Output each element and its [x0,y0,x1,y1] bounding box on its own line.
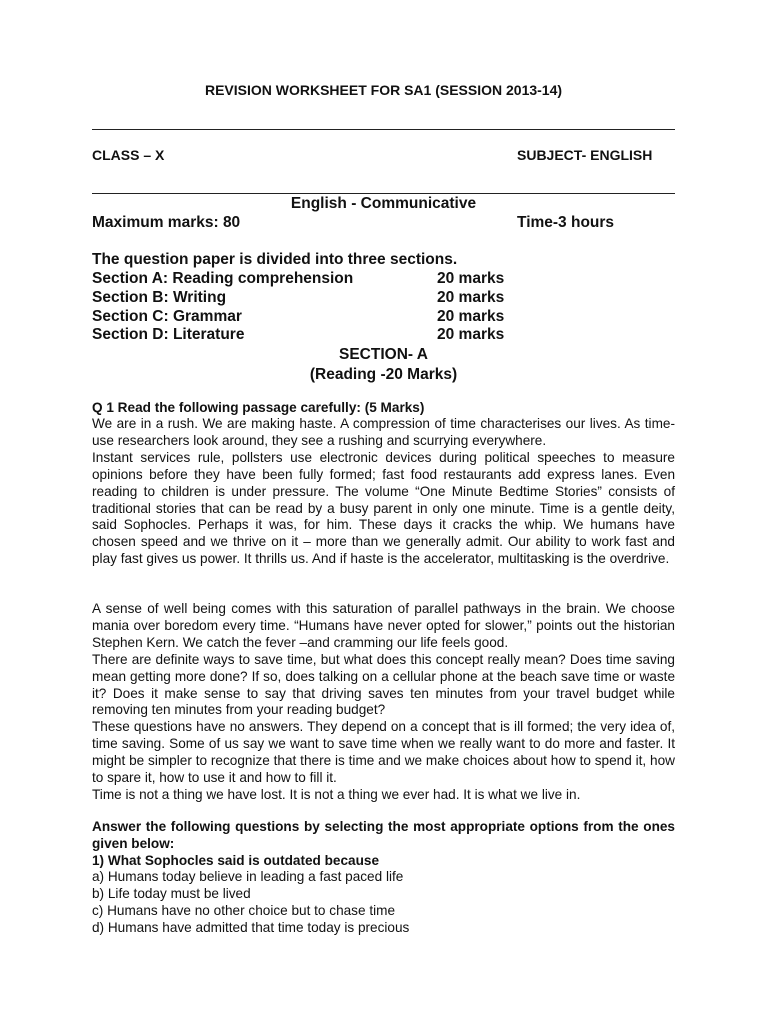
sub-question-1: 1) What Sophocles said is outdated because [92,853,380,868]
section-a-heading: SECTION- A [339,346,428,363]
section-marks: 20 marks [437,308,505,325]
option-b: b) Life today must be lived [92,885,251,901]
section-name: Section B: Writing [92,289,227,306]
option-a: a) Humans today believe in leading a fast paced life [92,869,404,884]
section-marks: 20 marks [437,270,505,287]
passage-paragraph: We are in a rush. We are making haste. A compression of time characterises our lives. As time-use researchers look around, they see a rushing and scurrying everywhere. [92,416,675,448]
passage-paragraph: Instant services rule, pollsters use electronic devices during political speeches to measure opinions before they have been fully formed; fast food restaurants add express lanes. Even reading to children is under pressure. The volume “One Minute Bedtime Stories” consists of traditional stories that can be read by a busy parent in only one minute. Time is a gentle deity, said Sophocles. Perhaps it was, for him. These days it cracks the whip. We humans have chosen speed and we thrive on it – more than we generally admit. Our ability to work fast and play fast gives us power. It thrills us. And if haste is the accelerator, multitasking is the overdrive. [92,449,675,567]
passage-paragraph: A sense of well being comes with this saturation of parallel pathways in the brain. We choose mania over boredom every time. “Humans have never opted for slower,” points out the historian Stephen Kern. We catch the fever –and cramming our life feels good. [92,601,675,650]
section-name: Section D: Literature [92,326,245,343]
options-list [92,869,675,937]
section-row-a [92,270,675,288]
divided-note: The question paper is divided into three sections. [92,251,458,268]
section-row-d [92,326,675,344]
question-instruction: Answer the following questions by selecting the most appropriate options from the ones given below: [92,819,675,851]
section-marks: 20 marks [437,326,505,343]
passage-block-2 [92,601,675,804]
section-row-c [92,308,675,326]
divider-top [92,129,675,130]
section-name: Section A: Reading comprehension [92,270,354,287]
subject-label: SUBJECT- ENGLISH [517,147,653,163]
max-marks: Maximum marks: 80 [92,214,241,231]
option-d: d) Humans have admitted that time today is precious [92,919,410,935]
passage-block-1 [92,416,675,568]
class-label: CLASS – X [92,147,165,163]
section-name: Section C: Grammar [92,308,242,325]
passage-paragraph: Time is not a thing we have lost. It is not a thing we ever had. It is what we live in. [92,786,581,802]
time-allowed: Time-3 hours [517,214,615,231]
marks-time-row [92,214,675,232]
section-a-subheading: (Reading -20 Marks) [309,366,458,383]
question-1-heading: Q 1 Read the following passage carefully: (5 Marks) [92,400,425,415]
divider-middle [92,193,675,194]
section-row-b [92,289,675,307]
section-marks: 20 marks [437,289,505,306]
worksheet-title: REVISION WORKSHEET FOR SA1 (SESSION 2013-14) [204,82,563,98]
option-c: c) Humans have no other choice but to chase time [92,902,395,918]
class-subject-row [92,147,675,163]
course-title: English - Communicative [290,195,477,212]
passage-paragraph: There are definite ways to save time, but what does this concept really mean? Does time saving mean getting more done? If so, does talking on a cellular phone at the beach save time or waste it? Does it make sense to say that driving saves ten minutes from your travel budget while removing ten minutes from your reading budget? [92,651,675,718]
passage-paragraph: These questions have no answers. They depend on a concept that is ill formed; the very idea of, time saving. Some of us say we want to save time when we really want to do more and faster. It might be simpler to recognize that there is time and we make choices about how to spend it, how to spare it, how to use it and how to fill it. [92,719,675,786]
